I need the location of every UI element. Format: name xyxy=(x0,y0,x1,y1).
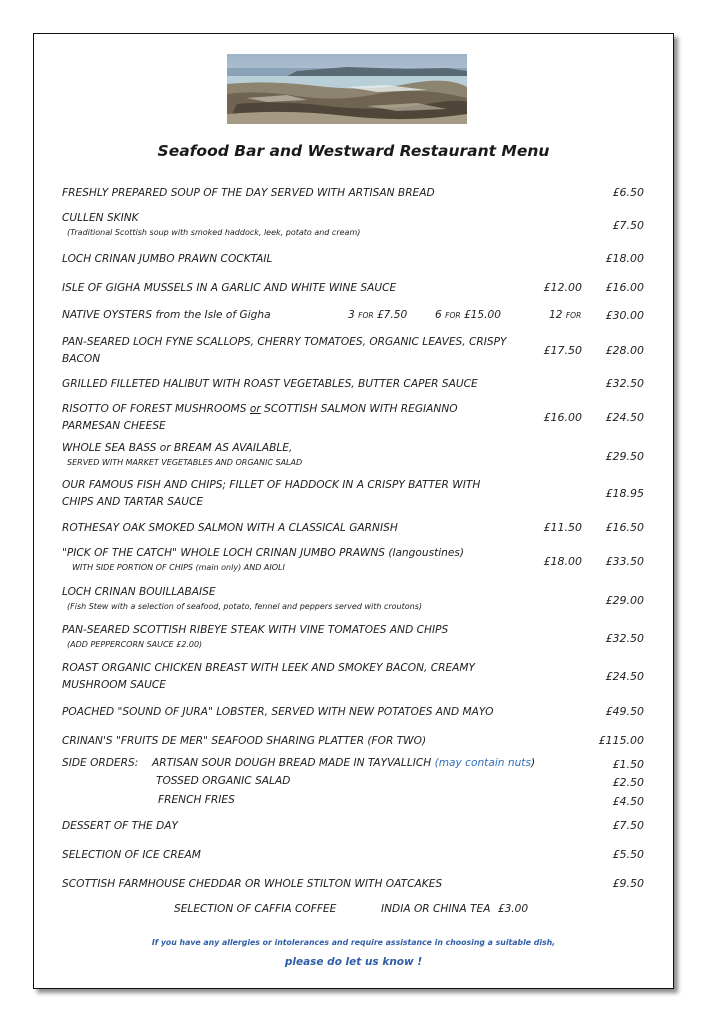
item-note: (Traditional Scottish soup with smoked haddock, leek, potato and cream) xyxy=(67,228,361,237)
item-price: £33.50 xyxy=(605,555,644,568)
item-name: WHOLE SEA BASS or BREAM AS AVAILABLE, xyxy=(62,442,293,454)
oyster-for: FOR xyxy=(445,311,461,320)
item-note: (Fish Stew with a selection of seafood, potato, fennel and peppers served with croutons) xyxy=(67,602,423,611)
item-price: £32.50 xyxy=(605,632,644,645)
menu-sheet xyxy=(33,33,674,989)
item-price-starter: £17.50 xyxy=(543,344,582,357)
item-note: (ADD PEPPERCORN SAUCE £2.00) xyxy=(67,640,203,649)
item-price-starter: £12.00 xyxy=(543,281,582,294)
side-price: £1.50 xyxy=(612,758,644,771)
item-name: SCOTTISH SALMON WITH REGIANNO PARMESAN CHEESE xyxy=(62,403,458,432)
item-price: £24.50 xyxy=(605,670,644,683)
item-name: "PICK OF THE CATCH" WHOLE LOCH CRINAN JUMBO PRAWNS (langoustines) xyxy=(62,547,465,559)
oyster-qty: 3 xyxy=(348,309,355,321)
item-price-starter: £16.00 xyxy=(543,411,582,424)
oyster-qty: 12 xyxy=(549,309,563,321)
item-name: GRILLED FILLETED HALIBUT WITH ROAST VEGETABLES, BUTTER CAPER SAUCE xyxy=(62,378,478,390)
side-orders-label: SIDE ORDERS: xyxy=(62,757,139,769)
item-name: ROAST ORGANIC CHICKEN BREAST WITH LEEK AND SMOKEY BACON, CREAMY MUSHROOM SAUCE xyxy=(62,662,476,691)
oyster-price: £7.50 xyxy=(376,309,408,321)
coastline-painting xyxy=(227,54,467,124)
item-price: £16.00 xyxy=(605,281,644,294)
oyster-price: £30.00 xyxy=(605,309,644,322)
item-price: £32.50 xyxy=(605,377,644,390)
item-name: SCOTTISH FARMHOUSE CHEDDAR OR WHOLE STILTON WITH OATCAKES xyxy=(62,878,443,890)
oyster-price: £15.00 xyxy=(463,309,502,321)
item-name: PAN-SEARED SCOTTISH RIBEYE STEAK WITH VINE TOMATOES AND CHIPS xyxy=(62,624,449,636)
side-item-fries: FRENCH FRIES xyxy=(158,794,235,806)
tea-price: £3.00 xyxy=(497,903,529,915)
item-note: SERVED WITH MARKET VEGETABLES AND ORGANIC SALAD xyxy=(67,458,303,467)
side-item-bread: ARTISAN SOUR DOUGH BREAD MADE IN TAYVALLICH xyxy=(152,757,432,769)
item-name: RISOTTO OF FOREST MUSHROOMS xyxy=(62,403,247,415)
oyster-for: FOR xyxy=(358,311,374,320)
item-price: £28.00 xyxy=(605,344,644,357)
item-price: £49.50 xyxy=(605,705,644,718)
item-price: £5.50 xyxy=(612,848,644,861)
item-name: ISLE OF GIGHA MUSSELS IN A GARLIC AND WHITE WINE SAUCE xyxy=(62,282,397,294)
item-price-starter: £11.50 xyxy=(543,521,582,534)
item-price: £16.50 xyxy=(605,521,644,534)
item-price: £24.50 xyxy=(605,411,644,424)
oyster-for: FOR xyxy=(565,311,582,320)
item-price: £29.00 xyxy=(605,594,644,607)
item-price: £7.50 xyxy=(612,819,644,832)
oyster-qty: 6 xyxy=(435,309,442,321)
item-name: ROTHESAY OAK SMOKED SALMON WITH A CLASSICAL GARNISH xyxy=(62,522,398,534)
item-price: £9.50 xyxy=(612,877,644,890)
paren-close: ) xyxy=(530,757,536,769)
item-name: OUR FAMOUS FISH AND CHIPS; FILLET OF HADDOCK IN A CRISPY BATTER WITH CHIPS AND TARTAR SAUCE xyxy=(62,479,481,508)
side-price: £4.50 xyxy=(612,795,644,808)
nuts-warning: may contain nuts xyxy=(438,757,531,769)
item-price: £18.00 xyxy=(605,252,644,265)
item-price: £115.00 xyxy=(598,734,644,747)
side-price: £2.50 xyxy=(612,776,644,789)
item-name: POACHED "SOUND OF JURA" LOBSTER, SERVED WITH NEW POTATOES AND MAYO xyxy=(62,706,494,718)
item-note: WITH SIDE PORTION OF CHIPS (main only) AND AIOLI xyxy=(72,563,285,572)
side-item-salad: TOSSED ORGANIC SALAD xyxy=(156,775,291,787)
item-name: SELECTION OF ICE CREAM xyxy=(62,849,201,861)
allergy-request: please do let us know ! xyxy=(284,956,423,968)
item-price-starter: £18.00 xyxy=(543,555,582,568)
item-name: FRESHLY PREPARED SOUP OF THE DAY SERVED WITH ARTISAN BREAD xyxy=(62,187,435,199)
paren-open: ( xyxy=(434,757,439,769)
side-orders xyxy=(62,757,644,813)
allergy-notice: If you have any allergies or intolerances and require assistance in choosing a suitable dish, xyxy=(151,938,556,947)
item-name: PAN-SEARED LOCH FYNE SCALLOPS, CHERRY TOMATOES, ORGANIC LEAVES, CRISPY BACON xyxy=(62,336,507,365)
item-price: £29.50 xyxy=(605,450,644,463)
item-price: £18.95 xyxy=(605,487,644,500)
item-price: £7.50 xyxy=(612,219,644,232)
item-name: LOCH CRINAN BOUILLABAISE xyxy=(62,586,216,598)
coffee-item: SELECTION OF CAFFIA COFFEE xyxy=(174,903,337,915)
item-name-or: or xyxy=(249,403,261,415)
item-name: DESSERT OF THE DAY xyxy=(62,820,178,832)
item-name: NATIVE OYSTERS from the Isle of Gigha xyxy=(62,309,271,321)
item-price: £6.50 xyxy=(612,186,644,199)
tea-item: INDIA OR CHINA TEA xyxy=(381,903,491,915)
item-name: CULLEN SKINK xyxy=(62,212,139,224)
item-name: CRINAN'S "FRUITS DE MER" SEAFOOD SHARING PLATTER (FOR TWO) xyxy=(62,735,427,747)
item-name: LOCH CRINAN JUMBO PRAWN COCKTAIL xyxy=(62,253,273,265)
page-title: Seafood Bar and Westward Restaurant Menu xyxy=(157,142,550,160)
